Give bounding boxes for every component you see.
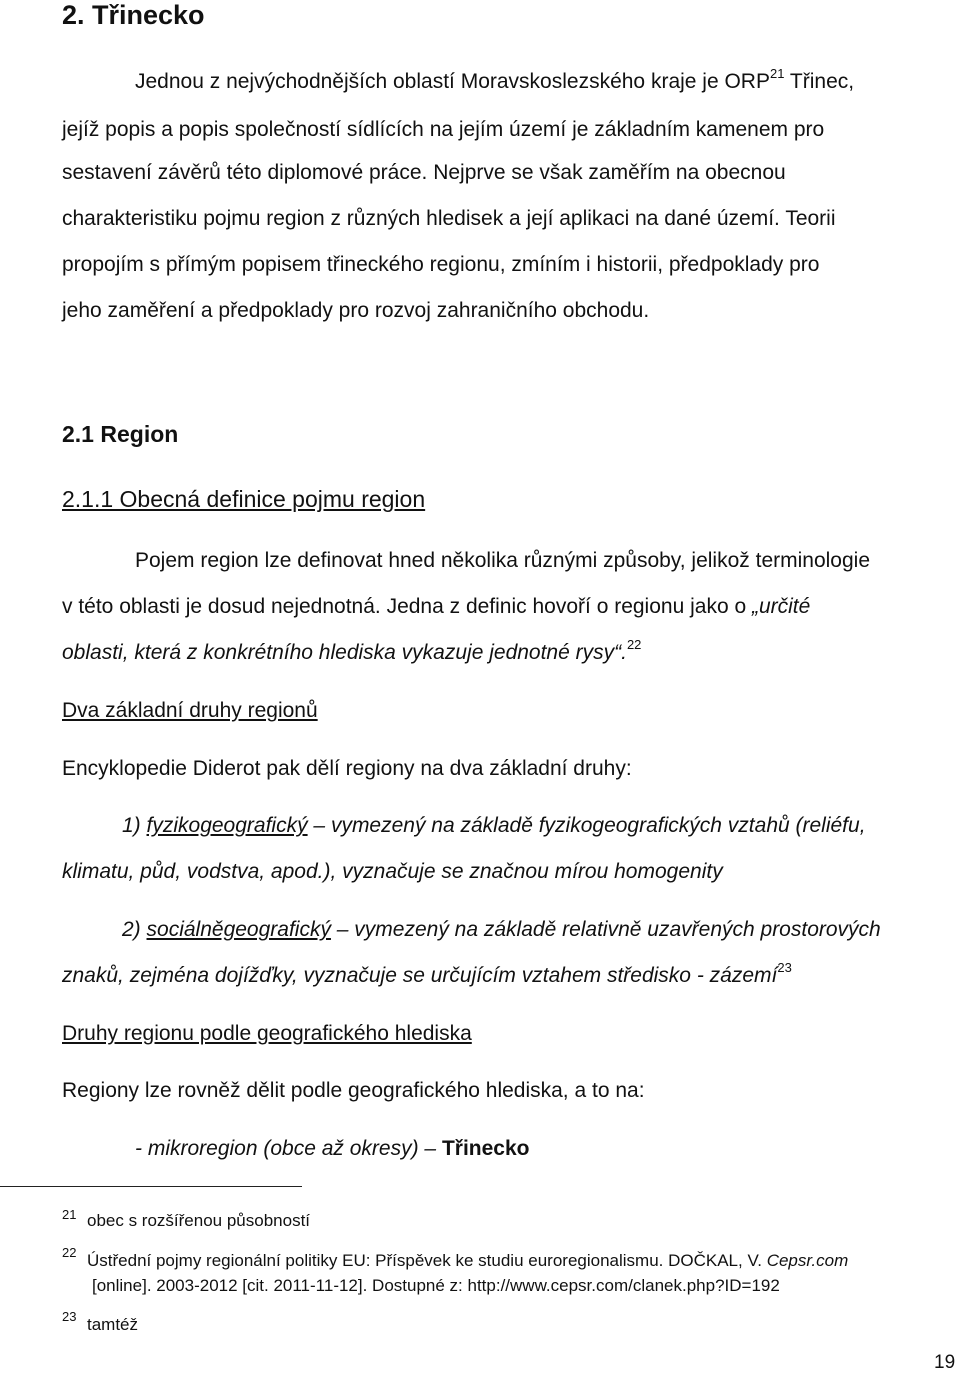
chapter-heading: 2. Třinecko xyxy=(62,0,205,30)
footnote-23-text: tamtéž xyxy=(87,1315,139,1334)
type1-rest: – vymezený na základě fyzikogeografických vztahů (reliéfu, xyxy=(307,814,866,837)
footnote-22-line-2[interactable]: [online]. 2003-2012 [cit. 2011-11-12]. Dostupné z: http://www.cepsr.com/clanek.php?ID=192 xyxy=(92,1276,780,1295)
geo-heading xyxy=(62,1021,472,1047)
type1-prefix: 1) xyxy=(122,814,147,837)
intro-line-4: charakteristiku pojmu region z různých hledisek a její aplikaci na dané území. Teorii xyxy=(62,207,836,230)
footnote-ref-22[interactable]: 22 xyxy=(626,637,642,652)
footnote-22 xyxy=(62,1244,942,1304)
types-heading-text: Dva základní druhy regionů xyxy=(62,699,318,722)
intro-line-6: jeho zaměření a předpoklady pro rozvoj zahraničního obchodu. xyxy=(62,299,650,322)
geo-heading-text: Druhy regionu podle geografického hlediska xyxy=(62,1022,472,1045)
intro-line-3: sestavení závěrů této diplomové práce. Nejprve se však zaměřím na obecnou xyxy=(62,161,786,184)
type1-line-2-text: klimatu, půd, vodstva, apod.), vyznačuje se značnou mírou homogenity xyxy=(62,860,723,883)
type1-line-2 xyxy=(62,859,723,885)
type1-term: fyzikogeografický xyxy=(146,814,308,837)
definition-quote-start: „určité xyxy=(751,595,811,618)
types-heading xyxy=(62,698,318,724)
footnote-21-text: obec s rozšířenou působností xyxy=(87,1211,311,1230)
types-intro: Encyklopedie Diderot pak dělí regiony na dva základní druhy: xyxy=(62,757,632,780)
geo-item-italic: - mikroregion (obce až okresy) – xyxy=(135,1137,437,1160)
subsection-heading xyxy=(62,485,425,513)
footnote-23-num: 23 xyxy=(62,1309,77,1324)
intro-line-1-tail: Třinec, xyxy=(784,70,855,93)
definition-quote-end: oblasti, která z konkrétního hlediska vykazuje jednotné rysy“. xyxy=(62,641,627,664)
section-heading: 2.1 Region xyxy=(62,421,179,447)
geo-item xyxy=(135,1136,529,1162)
footnote-ref-23[interactable]: 23 xyxy=(777,960,792,975)
geo-item-bold: Třinecko xyxy=(436,1137,530,1160)
type2-line-1 xyxy=(122,917,881,943)
footnote-22-source: Cepsr.com xyxy=(766,1251,849,1270)
footnote-22-num: 22 xyxy=(62,1245,77,1260)
intro-line-5: propojím s přímým popisem třineckého regionu, zmíním i historii, předpoklady pro xyxy=(62,253,820,276)
type2-term: sociálněgeografický xyxy=(146,918,331,941)
footnote-22-text-main: Ústřední pojmy regionální politiky EU: Příspěvek ke studiu euroregionalismu. DOČKAL, V. xyxy=(87,1251,767,1270)
type2-prefix: 2) xyxy=(122,918,147,941)
footnote-22-text xyxy=(87,1250,848,1272)
definition-line-1: Pojem region lze definovat hned několika různými způsoby, jelikož terminologie xyxy=(135,549,870,572)
type1-line-1 xyxy=(122,813,866,839)
definition-line-3 xyxy=(62,637,642,668)
footnote-separator xyxy=(0,1186,302,1187)
type2-rest: – vymezený na základě relativně uzavřených prostorových xyxy=(330,918,881,941)
page-number: 19 xyxy=(934,1352,956,1373)
definition-line-2 xyxy=(62,594,810,620)
type2-line-2 xyxy=(62,960,792,991)
intro-line-1 xyxy=(135,66,855,97)
definition-line-2-text: v této oblasti je dosud nejednotná. Jedna z definic hovoří o regionu jako o xyxy=(62,595,752,618)
footnote-ref-21[interactable]: 21 xyxy=(769,66,785,81)
subsection-heading-text: 2.1.1 Obecná definice pojmu region xyxy=(62,486,426,512)
intro-line-2: jejíž popis a popis společností sídlících na jejím území je základním kamenem pro xyxy=(62,118,825,141)
type2-line-2-text: znaků, zejména dojížďky, vyznačuje se určujícím vztahem středisko - zázemí xyxy=(62,964,778,987)
geo-intro: Regiony lze rovněž dělit podle geografického hlediska, a to na: xyxy=(62,1079,645,1102)
intro-line-1-text: Jednou z nejvýchodnějších oblastí Moravskoslezského kraje je ORP xyxy=(135,70,770,93)
footnote-21-num: 21 xyxy=(62,1207,77,1222)
